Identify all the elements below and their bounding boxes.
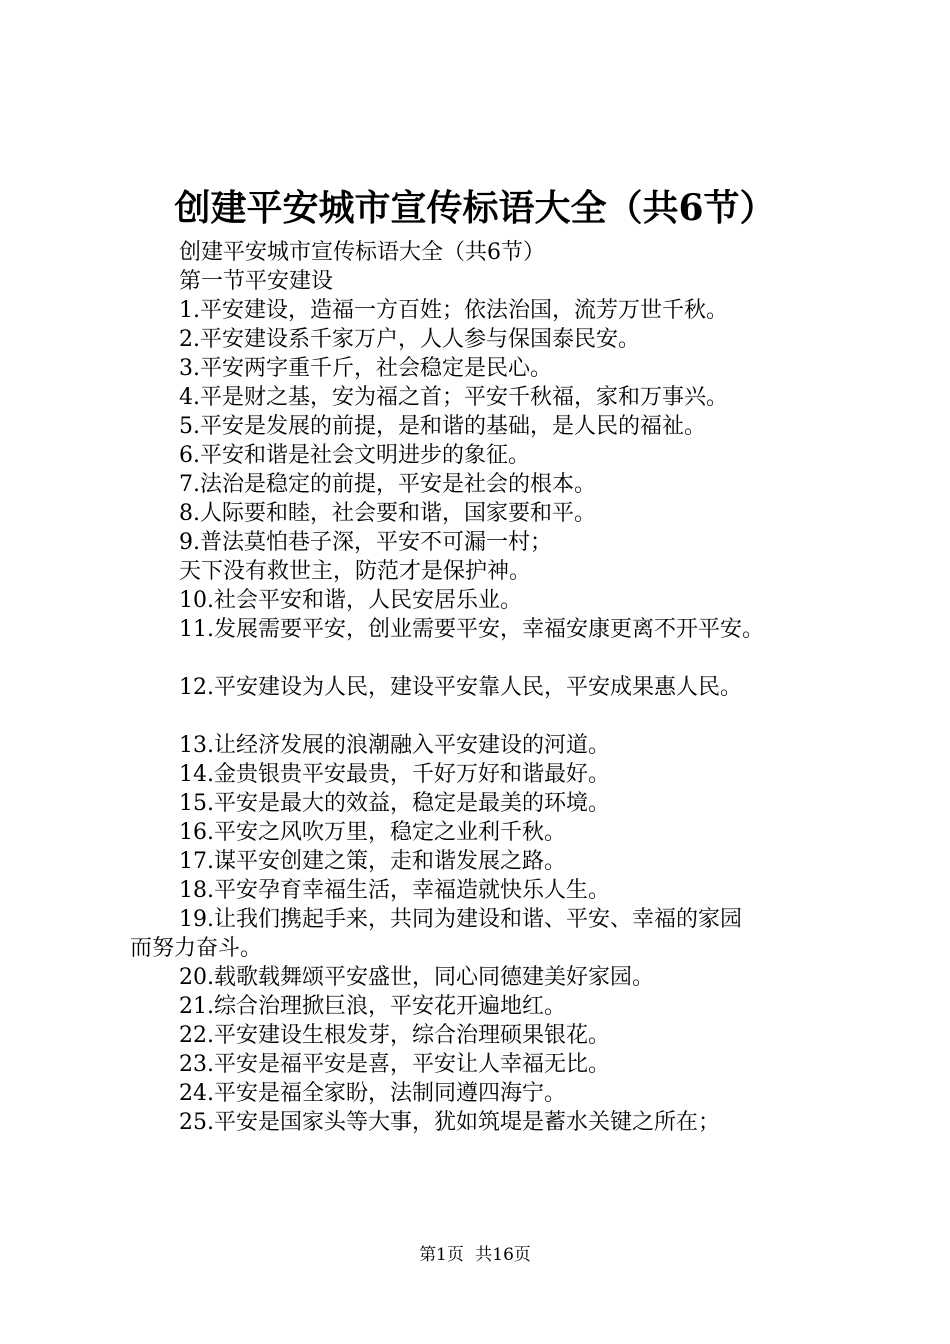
text-line: 16.平安之风吹万里，稳定之业利千秋。: [179, 820, 566, 845]
text-line: 4.平是财之基，安为福之首；平安千秋福，家和万事兴。: [179, 385, 728, 410]
page-total: 共16页: [475, 1245, 531, 1265]
text-line: 18.平安孕育幸福生活，幸福造就快乐人生。: [179, 878, 610, 903]
text-line: 13.让经济发展的浪潮融入平安建设的河道。: [179, 733, 610, 758]
text-line: 20.载歌载舞颂平安盛世，同心同德建美好家园。: [179, 965, 654, 990]
text-line: 12.平安建设为人民，建设平安靠人民，平安成果惠人民。: [179, 675, 742, 700]
text-line: 19.让我们携起手来，共同为建设和谐、平安、幸福的家园: [179, 907, 742, 932]
text-line: 3.平安两字重千斤，社会稳定是民心。: [179, 356, 552, 381]
page-number: 第1页: [419, 1245, 464, 1265]
text-line: 天下没有救世主，防范才是保护神。: [179, 559, 532, 584]
text-line: 23.平安是福平安是喜，平安让人幸福无比。: [179, 1052, 610, 1077]
text-line: 17.谋平安创建之策，走和谐发展之路。: [179, 849, 566, 874]
text-line: 7.法治是稳定的前提，平安是社会的根本。: [179, 472, 596, 497]
text-line: 24.平安是福全家盼，法制同遵四海宁。: [179, 1081, 566, 1106]
text-line: 2.平安建设系千家万户，人人参与保国泰民安。: [179, 327, 640, 352]
text-line: 10.社会平安和谐，人民安居乐业。: [179, 588, 522, 613]
text-line: 创建平安城市宣传标语大全（共6节）: [179, 240, 545, 265]
text-line: 14.金贵银贵平安最贵，千好万好和谐最好。: [179, 762, 610, 787]
page-footer: [0, 1240, 950, 1265]
text-line: 1.平安建设，造福一方百姓；依法治国，流芳万世千秋。: [179, 298, 728, 323]
text-line: 25.平安是国家头等大事，犹如筑堤是蓄水关键之所在；: [179, 1110, 720, 1135]
document-title: 创建平安城市宣传标语大全（共6节）: [174, 187, 776, 229]
section-heading: 第一节平安建设: [179, 269, 334, 294]
text-line: 21.综合治理掀巨浪，平安花开遍地红。: [179, 994, 566, 1019]
text-line: 8.人际要和睦，社会要和谐，国家要和平。: [179, 501, 596, 526]
text-line: 22.平安建设生根发芽，综合治理硕果银花。: [179, 1023, 610, 1048]
text-line: 6.平安和谐是社会文明进步的象征。: [179, 443, 530, 468]
text-line: 9.普法莫怕巷子深，平安不可漏一村；: [179, 530, 552, 555]
text-line: 11.发展需要平安，创业需要平安，幸福安康更离不开平安。: [179, 617, 764, 642]
text-line: 而努力奋斗。: [130, 936, 263, 961]
text-line: 5.平安是发展的前提，是和谐的基础，是人民的福祉。: [179, 414, 706, 439]
text-line: 15.平安是最大的效益，稳定是最美的环境。: [179, 791, 610, 816]
document-body: [130, 238, 850, 1137]
